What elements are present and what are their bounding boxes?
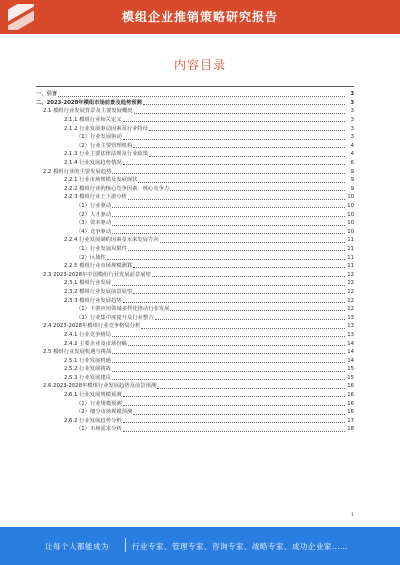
toc-entry-page: 12 <box>347 271 354 278</box>
toc-leader-dots <box>138 181 345 183</box>
toc-leader-dots <box>128 344 345 346</box>
toc-entry[interactable] <box>36 373 354 382</box>
toc-leader-dots <box>107 258 345 260</box>
toc-entry[interactable] <box>36 278 354 287</box>
toc-entry[interactable] <box>36 175 354 184</box>
toc-entry-text: 2.1 模组行业发展背景及主要发展概况 <box>43 108 133 115</box>
report-title: 模组企业推销策略研究报告 <box>121 10 278 24</box>
toc-entry-text: 2.6 2023-2028年模组行业发展趋势及前景预测 <box>43 383 157 390</box>
toc-leader-dots <box>112 206 345 208</box>
toc-leader-dots <box>112 215 345 217</box>
toc-entry[interactable] <box>36 89 354 98</box>
toc-entry[interactable] <box>36 287 354 296</box>
toc-entry-page: 4 <box>350 142 354 149</box>
toc-entry-text: 2.2.1 行业市场规模及发展现状 <box>64 177 138 184</box>
toc-entry[interactable] <box>36 424 354 433</box>
toc-entry-page: 10 <box>347 203 354 210</box>
toc-entry-text: （1）市场需求分析 <box>76 426 122 433</box>
toc-entry-page: 11 <box>347 237 354 244</box>
toc-entry-text: 二、2023-2028年模组市场前景及趋势预测 <box>36 99 142 106</box>
toc-entry-text: 2.2.4 行业发展制约因素及未来发展方向 <box>64 237 159 244</box>
toc-entry-text: 一、引言 <box>36 91 58 98</box>
toc-leader-dots <box>133 292 345 294</box>
toc-entry[interactable] <box>36 295 354 304</box>
toc-entry-text: 2.3.2 模组行业发展前景展望 <box>64 288 133 295</box>
toc-leader-dots <box>133 413 345 415</box>
toc-leader-dots <box>112 378 345 380</box>
toc-entry-text: 2.5.1 行业发展机遇 <box>64 357 111 364</box>
toc-entry-text: （1）行业发展局限性 <box>76 245 128 252</box>
footer-banner <box>0 527 400 565</box>
toc-entry-page: 16 <box>347 400 354 407</box>
toc-leader-dots <box>149 155 345 157</box>
toc-entry-page: 14 <box>347 357 354 364</box>
toc-entry-text: （1）下游应用领域多样化推动行业发展 <box>76 306 170 313</box>
toc-leader-dots <box>123 120 345 122</box>
toc-leader-dots <box>112 232 345 234</box>
toc-leader-dots <box>123 421 345 423</box>
toc-entry-page: 3 <box>350 125 354 132</box>
toc-entry-page: 10 <box>347 220 354 227</box>
toc-entry-page: 3 <box>350 91 354 98</box>
toc-entry-text: （2）区域性 <box>76 254 106 261</box>
toc-entry[interactable] <box>36 321 354 330</box>
toc-entry-page: 10 <box>347 194 354 201</box>
toc-leader-dots <box>149 129 345 131</box>
toc-entry-text: 2.2.5 模组行业市场规模测算 <box>64 263 133 270</box>
toc-leader-dots <box>112 284 345 286</box>
table-of-contents <box>36 89 354 433</box>
toc-entry[interactable] <box>36 166 354 175</box>
toc-entry-text: （2）行业主要管理机构 <box>76 142 133 149</box>
toc-entry-text: 2.4.2 主要企业及市场份额 <box>64 340 127 347</box>
toc-leader-dots <box>123 404 345 406</box>
toc-entry-page: 6 <box>350 160 354 167</box>
toc-entry[interactable] <box>36 149 354 158</box>
toc-entry[interactable] <box>36 381 354 390</box>
toc-entry-page: 14 <box>347 340 354 347</box>
toc-entry-page: 9 <box>350 185 354 192</box>
toc-entry-page: 3 <box>350 108 354 115</box>
toc-leader-dots <box>143 103 345 105</box>
toc-entry-page: 16 <box>347 409 354 416</box>
toc-entry-page: 3 <box>350 117 354 124</box>
toc-entry-page: 12 <box>347 280 354 287</box>
toc-entry-page: 18 <box>347 426 354 433</box>
toc-entry[interactable] <box>36 235 354 244</box>
toc-leader-dots <box>134 112 345 114</box>
toc-leader-dots <box>133 146 345 148</box>
footer-divider <box>125 538 126 552</box>
toc-entry-page: 9 <box>350 177 354 184</box>
toc-entry-text: （2）行业集中度提升及行业整合 <box>76 314 154 321</box>
toc-leader-dots <box>141 327 345 329</box>
toc-entry[interactable] <box>36 123 354 132</box>
toc-leader-dots <box>112 370 345 372</box>
toc-entry-page: 12 <box>347 288 354 295</box>
toc-entry-page: 13 <box>347 331 354 338</box>
toc-entry-page: 10 <box>347 228 354 235</box>
toc-entry[interactable] <box>36 141 354 150</box>
toc-leader-dots <box>170 189 345 191</box>
toc-entry-text: 2.1.3 行业主要法律法规及行业政策 <box>64 151 149 158</box>
toc-entry-text: 2.1.1 模组行业相关定义 <box>64 117 122 124</box>
toc-entry[interactable] <box>36 132 354 141</box>
toc-entry[interactable] <box>36 364 354 373</box>
toc-entry-text: 2.2 模组行业的主要发展趋势 <box>43 168 112 175</box>
toc-entry-page: 14 <box>347 349 354 356</box>
toc-leader-dots <box>152 275 345 277</box>
toc-leader-dots <box>123 301 345 303</box>
toc-entry-page: 11 <box>347 263 354 270</box>
toc-leader-dots <box>112 352 345 354</box>
toc-entry[interactable] <box>36 390 354 399</box>
toc-leader-dots <box>123 163 345 165</box>
toc-entry-text: 2.5.3 行业发展建议 <box>64 374 111 381</box>
toc-leader-dots <box>123 138 345 140</box>
toc-entry-text: （1）行业驱动 <box>76 203 112 210</box>
toc-entry-text: 2.3 2023-2028年中国模组行业发展前景展望 <box>43 271 151 278</box>
toc-entry-page: 17 <box>347 417 354 424</box>
toc-entry-text: 2.3.3 模组行业发展趋势 <box>64 297 122 304</box>
toc-entry-page: 11 <box>347 245 354 252</box>
toc-leader-dots <box>155 318 345 320</box>
toc-entry-text: （3）资本驱动 <box>76 220 112 227</box>
footer-slogan-left: 让每个人都能成为 <box>45 542 109 551</box>
toc-entry-text: （2）细分市场规模预测 <box>76 409 133 416</box>
toc-entry-text: 2.5 模组行业发展机遇与挑战 <box>43 349 112 356</box>
header-banner <box>0 0 400 34</box>
toc-entry-text: （4）竞争驱动 <box>76 228 112 235</box>
toc-leader-dots <box>157 387 345 389</box>
toc-divider <box>36 86 354 87</box>
toc-leader-dots <box>112 361 345 363</box>
toc-entry[interactable] <box>36 304 354 313</box>
toc-leader-dots <box>112 335 345 337</box>
toc-leader-dots <box>128 198 345 200</box>
page-number: 1 <box>350 512 354 518</box>
toc-entry[interactable] <box>36 218 354 227</box>
toc-entry-page: 12 <box>347 306 354 313</box>
toc-entry[interactable] <box>36 269 354 278</box>
toc-entry-text: 2.6.1 行业发展规模预测 <box>64 392 122 399</box>
toc-entry[interactable] <box>36 261 354 270</box>
toc-leader-dots <box>160 241 345 243</box>
toc-title: 内容目录 <box>173 58 226 72</box>
toc-entry[interactable] <box>36 312 354 321</box>
toc-entry[interactable] <box>36 416 354 425</box>
toc-leader-dots <box>123 395 345 397</box>
toc-entry-page: 9 <box>350 168 354 175</box>
toc-leader-dots <box>170 309 345 311</box>
toc-entry-text: 2.1.4 行业发展趋势情况 <box>64 160 122 167</box>
toc-entry[interactable] <box>36 192 354 201</box>
footer-slogan-right: 行业专家、管理专家、咨询专家、战略专家、成功企业家…… <box>132 542 348 551</box>
toc-entry-text: （2）人才驱动 <box>76 211 112 218</box>
toc-entry-page: 4 <box>350 151 354 158</box>
toc-entry-text: 2.2.3 模组行业上下游分析 <box>64 194 127 201</box>
toc-entry[interactable] <box>36 244 354 253</box>
toc-entry-page: 16 <box>347 383 354 390</box>
toc-entry-page: 10 <box>347 211 354 218</box>
toc-entry[interactable] <box>36 355 354 364</box>
toc-entry-text: 2.3.1 模组行业发展 <box>64 280 111 287</box>
toc-entry[interactable] <box>36 227 354 236</box>
toc-entry-text: （1）行业规模预测 <box>76 400 122 407</box>
toc-entry[interactable] <box>36 347 354 356</box>
toc-entry-page: 15 <box>347 366 354 373</box>
toc-entry-page: 16 <box>347 392 354 399</box>
toc-entry[interactable] <box>36 158 354 167</box>
toc-entry[interactable] <box>36 209 354 218</box>
toc-entry[interactable] <box>36 398 354 407</box>
toc-entry[interactable] <box>36 106 354 115</box>
toc-entry-text: 2.5.2 行业发展挑战 <box>64 366 111 373</box>
toc-entry[interactable] <box>36 330 354 339</box>
toc-entry-page: 11 <box>347 254 354 261</box>
toc-entry[interactable] <box>36 201 354 210</box>
toc-entry-page: 3 <box>350 99 354 106</box>
toc-entry[interactable] <box>36 115 354 124</box>
toc-leader-dots <box>133 266 345 268</box>
toc-entry[interactable] <box>36 98 354 107</box>
toc-entry-page: 12 <box>347 297 354 304</box>
toc-leader-dots <box>112 172 345 174</box>
toc-entry-page: 13 <box>347 314 354 321</box>
toc-entry[interactable] <box>36 407 354 416</box>
toc-entry[interactable] <box>36 252 354 261</box>
toc-leader-dots <box>58 95 345 97</box>
toc-leader-dots <box>128 249 345 251</box>
toc-entry[interactable] <box>36 338 354 347</box>
toc-entry-text: （1）行业发展驱动 <box>76 134 122 141</box>
toc-entry-page: 13 <box>347 323 354 330</box>
toc-entry-text: 2.4.1 行业竞争格局 <box>64 331 111 338</box>
toc-entry-text: 2.6.2 行业发展趋势分析 <box>64 417 122 424</box>
toc-leader-dots <box>112 224 345 226</box>
toc-entry-text: 2.1.2 行业发展驱动因素及行业特征 <box>64 125 149 132</box>
toc-entry-text: 2.4 2023-2028年模组行业竞争格局分析 <box>43 323 141 330</box>
toc-entry-page: 15 <box>347 374 354 381</box>
toc-entry[interactable] <box>36 184 354 193</box>
toc-leader-dots <box>123 430 345 432</box>
toc-entry-page: 3 <box>350 134 354 141</box>
toc-entry-text: 2.2.2 模组行业的核心竞争因素、核心竞争力 <box>64 185 170 192</box>
